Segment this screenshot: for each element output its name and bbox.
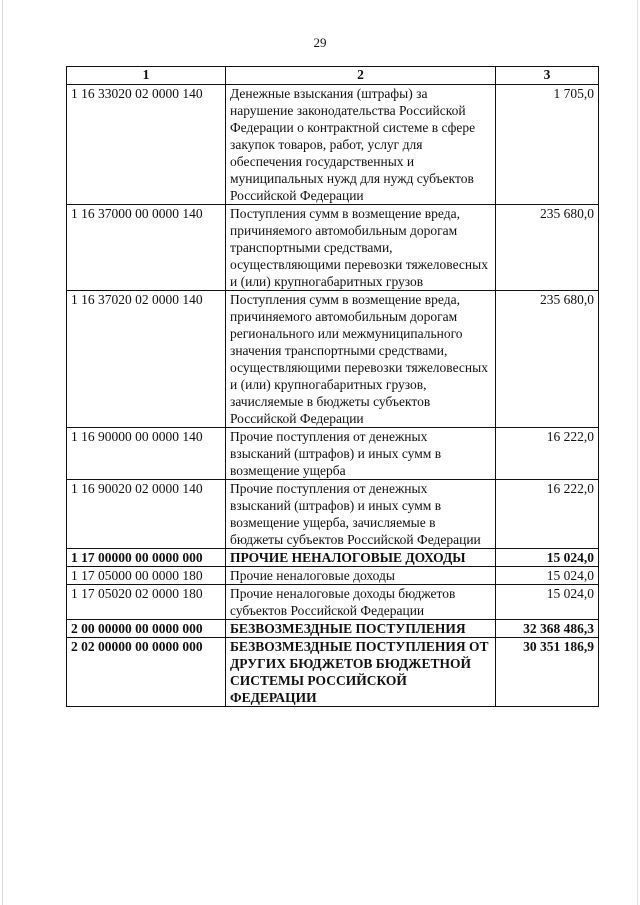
budget-code: 1 16 37000 00 0000 140: [67, 205, 226, 291]
budget-code: 1 17 00000 00 0000 000: [67, 549, 226, 567]
budget-code: 1 16 90000 00 0000 140: [67, 428, 226, 480]
revenue-amount: 235 680,0: [496, 291, 599, 428]
table-row: [67, 620, 599, 638]
revenue-name: Денежные взыскания (штрафы) за нарушение законодательства Российской Федерации о контрактной системе в сфере закупок товаров, работ, услуг для обеспечения государственных и муниципальных нужд для нужд субъектов Российской Федерации: [226, 85, 496, 205]
revenue-amount: 15 024,0: [496, 567, 599, 585]
column-header-amount: 3: [496, 67, 599, 85]
table-body: [67, 85, 599, 707]
revenue-name: Прочие поступления от денежных взысканий (штрафов) и иных сумм в возмещение ущерба, зачисляемые в бюджеты субъектов Российской Федерации: [226, 480, 496, 549]
table-header-row: [67, 67, 599, 85]
budget-code: 1 17 05020 02 0000 180: [67, 585, 226, 620]
revenue-amount: 16 222,0: [496, 428, 599, 480]
table-row: [67, 480, 599, 549]
budget-code: 2 02 00000 00 0000 000: [67, 638, 226, 707]
page-number: 29: [313, 35, 327, 50]
budget-code: 1 16 90020 02 0000 140: [67, 480, 226, 549]
table-row: [67, 638, 599, 707]
budget-code: 1 17 05000 00 0000 180: [67, 567, 226, 585]
budget-code: 2 00 00000 00 0000 000: [67, 620, 226, 638]
table-row: [67, 567, 599, 585]
table-row: [67, 549, 599, 567]
revenue-amount: 1 705,0: [496, 85, 599, 205]
budget-code: 1 16 37020 02 0000 140: [67, 291, 226, 428]
revenue-amount: 30 351 186,9: [496, 638, 599, 707]
revenue-name: БЕЗВОЗМЕЗДНЫЕ ПОСТУПЛЕНИЯ ОТ ДРУГИХ БЮДЖЕТОВ БЮДЖЕТНОЙ СИСТЕМЫ РОССИЙСКОЙ ФЕДЕРАЦИИ: [226, 638, 496, 707]
revenue-amount: 32 368 486,3: [496, 620, 599, 638]
revenue-name: Поступления сумм в возмещение вреда, причиняемого автомобильным дорогам регионального или межмуниципального значения транспортными средствами, осуществляющими перевозки тяжеловесных и (или) крупногабаритных грузов, зачисляемые в бюджеты субъектов Российской Федерации: [226, 291, 496, 428]
scan-edge-left: [2, 0, 3, 905]
revenue-name: ПРОЧИЕ НЕНАЛОГОВЫЕ ДОХОДЫ: [226, 549, 496, 567]
scan-edge-right: [637, 0, 638, 905]
table-row: [67, 291, 599, 428]
table-row: [67, 85, 599, 205]
column-header-name: 2: [226, 67, 496, 85]
revenue-amount: 15 024,0: [496, 585, 599, 620]
budget-code: 1 16 33020 02 0000 140: [67, 85, 226, 205]
revenue-name: Прочие поступления от денежных взысканий (штрафов) и иных сумм в возмещение ущерба: [226, 428, 496, 480]
revenue-amount: 15 024,0: [496, 549, 599, 567]
table-row: [67, 585, 599, 620]
revenue-name: Прочие неналоговые доходы бюджетов субъектов Российской Федерации: [226, 585, 496, 620]
revenue-name: Поступления сумм в возмещение вреда, причиняемого автомобильным дорогам транспортными средствами, осуществляющими перевозки тяжеловесных и (или) крупногабаритных грузов: [226, 205, 496, 291]
table-row: [67, 205, 599, 291]
revenue-amount: 16 222,0: [496, 480, 599, 549]
revenue-name: Прочие неналоговые доходы: [226, 567, 496, 585]
revenue-table: [66, 66, 599, 707]
table-row: [67, 428, 599, 480]
revenue-name: БЕЗВОЗМЕЗДНЫЕ ПОСТУПЛЕНИЯ: [226, 620, 496, 638]
revenue-amount: 235 680,0: [496, 205, 599, 291]
column-header-code: 1: [67, 67, 226, 85]
